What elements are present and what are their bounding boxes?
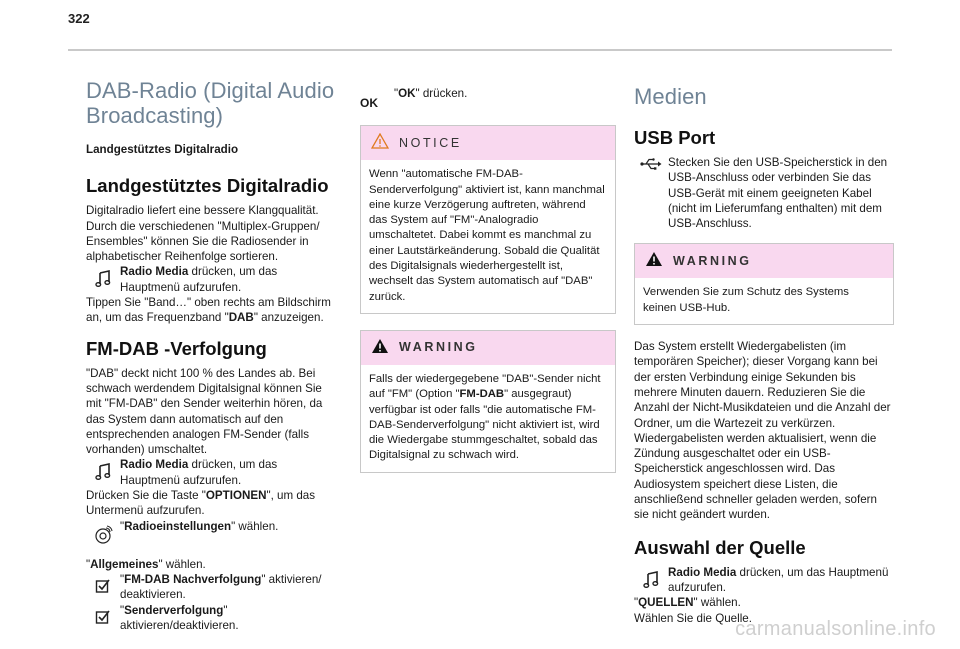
radio-media-label: Radio Media — [120, 265, 189, 279]
radio-settings-icon — [86, 519, 120, 545]
step-fmdab-nachverfolgung: "FM-DAB Nachverfolgung" aktivieren/ deaktivieren. — [86, 572, 336, 603]
header-rule — [68, 49, 892, 51]
paragraph-last: Wählen Sie die Quelle. — [634, 611, 752, 625]
ok-label: OK — [360, 96, 378, 110]
heading-landgestuetzt: Landgestütztes Digitalradio — [86, 175, 329, 197]
page-number: 322 — [68, 11, 90, 26]
warning-box — [360, 330, 616, 473]
column-1 — [86, 78, 336, 633]
paragraph-quellen: "QUELLEN" wählen. — [634, 596, 741, 610]
warning-triangle-icon — [371, 133, 389, 153]
step-radio-media-2: Radio Media drücken, um das Hauptmenü aufzurufen. — [86, 457, 336, 488]
heading-usb-port: USB Port — [634, 127, 716, 148]
paragraph-optionen: Drücken Sie die Taste "OPTIONEN", um das Untermenü aufzurufen. — [86, 489, 316, 518]
step-radioeinstellungen: "Radioeinstellungen" wählen. — [86, 519, 336, 545]
warning-text-usb: Verwenden Sie zum Schutz des Systems keinen USB-Hub. — [643, 286, 849, 314]
step-radio-media-1: Radio Media drücken, um das Hauptmenü aufzurufen. — [86, 264, 336, 295]
section-title-dab: DAB-Radio (Digital Audio Broadcasting) — [86, 78, 335, 128]
music-note-icon — [86, 457, 120, 481]
checkbox-icon — [86, 572, 120, 594]
music-note-icon — [634, 565, 668, 589]
subtitle-digitalradio: Landgestütztes Digitalradio — [86, 143, 239, 156]
warning-triangle-icon — [371, 338, 389, 358]
heading-auswahl-quelle: Auswahl der Quelle — [634, 536, 806, 558]
usb-icon — [634, 155, 668, 170]
step-radio-media-3: Radio Media drücken, um das Hauptmenü aufzurufen. — [634, 565, 894, 596]
step-ok: OK "OK" drücken. — [360, 87, 468, 110]
section-title-medien: Medien — [634, 84, 707, 109]
usb-step: Stecken Sie den USB-Speicherstick in den USB-Anschluss oder verbinden Sie das USB-Gerät mit einem geeigneten Kabel (nicht im Lieferumfang enthalten) mit dem USB-Anschluss. — [634, 155, 894, 231]
paragraph-playlists: Das System erstellt Wiedergabelisten (im temporären Speicher); dieser Vorgang kann bei der ersten Verbindung einige Sekunden bis mehrere Minuten dauern. Reduzieren Sie die Anzahl der Nicht-Musikdateien und die Anzahl der Ordner, um die Wartezeit zu verkürzen. Wiedergabelisten werden aktualisiert, wenn die Zündung ausgeschaltet oder ein USB-Speicherstick angeschlossen wird. Das Audiosystem speichert diese Listen, die anschließend schneller geladen werden, sofern sie nicht geändert wurden. — [634, 340, 891, 522]
column-2 — [360, 86, 616, 485]
warning-title: WARNING — [399, 340, 478, 355]
checkbox-icon — [86, 603, 120, 625]
warning-title-usb: WARNING — [673, 253, 752, 268]
watermark: carmanualsonline.info — [735, 618, 936, 640]
notice-text: Wenn "automatische FM-DAB-Senderverfolgung" aktiviert ist, kann manchmal eine kurze Verzögerung auftreten, während das System auf "FM"-Analogradio umschaltetet. Dabei kommt es manchmal zu einer Lautstärkeänderung. Sobald die Qualität des Digitalsignals wiederhergestellt ist, wechselt das System automatisch auf "DAB" zurück. — [369, 168, 605, 303]
paragraph-fmdab: "DAB" deckt nicht 100 % des Landes ab. Bei schwach werdendem Digitalsignal können Sie mit "FM-DAB" den Sender weiterhin hören, da das System dann automatisch auf den entsprechenden analogen FM-Sender (falls vorhanden) umschaltet. — [86, 366, 323, 457]
column-3 — [634, 78, 894, 626]
heading-fmdab: FM-DAB -Verfolgung — [86, 337, 267, 359]
paragraph-band: Tippen Sie "Band…" oben rechts am Bildschirm an, um das Frequenzband "DAB" anzuzeigen. — [86, 296, 331, 325]
warning-box-usb — [634, 243, 894, 325]
warning-triangle-icon — [645, 251, 663, 271]
paragraph-allgemeines: "Allgemeines" wählen. — [86, 557, 206, 571]
music-note-icon — [86, 264, 120, 288]
paragraph-intro: Digitalradio liefert eine bessere Klangqualität. Durch die verschiedenen "Multiplex-Gruppen/ Ensembles" können Sie die Radiosender in alphabetischer Reihenfolge sortieren. — [86, 204, 320, 264]
step-senderverfolgung: "Senderverfolgung" aktivieren/deaktivieren. — [86, 603, 336, 634]
notice-title: NOTICE — [399, 135, 462, 150]
warning-text: Falls der wiedergegebene "DAB"-Sender nicht auf "FM" (Option "FM-DAB" ausgegraut) verfügbar ist oder falls "die automatische FM-DAB-Senderverfolgung" nicht aktiviert ist, wird die Wiedergabe stummgeschaltet, sobald das Digitalsignal zu schwach wird. — [369, 372, 601, 462]
notice-box — [360, 125, 616, 314]
